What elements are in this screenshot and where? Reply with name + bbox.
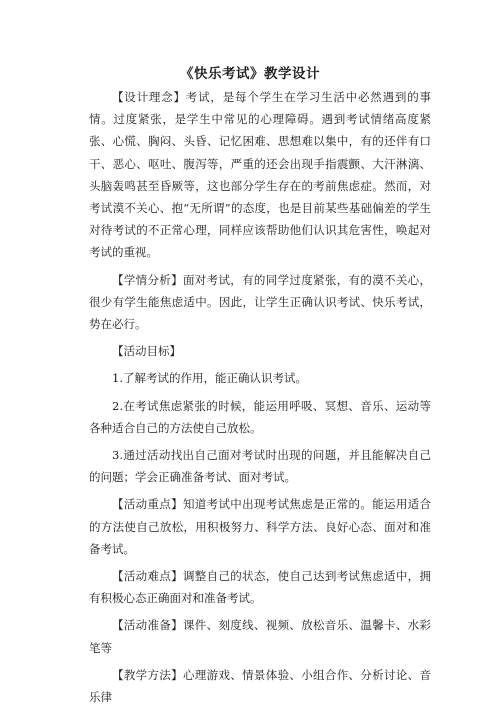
paragraph-key-points: 【活动重点】知道考试中出现考试焦虑是正常的。能运用适合的方法使自己放松，用积极努力、科学方法、良好心态、面对和准备考试。: [89, 497, 431, 556]
document-body: [89, 86, 431, 713]
paragraph-difficult-points: 【活动难点】调整自己的状态，使自己达到考试焦虑适中，拥有积极心态正确面对和准备考试。: [89, 569, 431, 606]
paragraph-design-concept: 【设计理念】考试，是每个学生在学习生活中必然遇到的事情。过度紧张，是学生中常见的心理障碍。遇到考试情绪高度紧张、心慌、胸闷、头昏、记忆困难、思想难以集中，有的还伴有口干、恶心、呕吐、腹泻等，严重的还会出现手指震颤、大汗淋漓、头脑轰鸣甚至昏厥等，这也部分学生存在的考前焦虑症。然而，对考试漠不关心、抱“无所谓”的态度，也是目前某些基础偏差的学生对待考试的不正常心理，同样应该帮助他们认识其危害性，唤起对考试的重视。: [89, 90, 431, 260]
paragraph-goal-1: 1.了解考试的作用，能正确认识考试。: [112, 371, 307, 386]
heading-activity-goals: 【活动目标】: [112, 344, 181, 359]
paragraph-goal-2: 2.在考试焦虑紧张的时候，能运用呼吸、冥想、音乐、运动等各种适合自己的方法使自己放松。: [89, 398, 431, 435]
document-title: 《快乐考试》教学设计: [180, 66, 320, 82]
paragraph-teaching-methods: 【教学方法】心理游戏、情景体验、小组合作、分析讨论、音乐律: [89, 667, 431, 705]
paragraph-learner-analysis: 【学情分析】面对考试，有的同学过度紧张，有的漠不关心，很少有学生能焦虑适中。因此，让学生正确认识考试、快乐考试，势在必行。: [89, 272, 431, 332]
paragraph-preparation: 【活动准备】课件、刻度线、视频、放松音乐、温馨卡、水彩笔等: [89, 618, 431, 655]
paragraph-goal-3: 3.通过活动找出自己面对考试时出现的问题，并且能解决自己的问题；学会正确准备考试、面对考试。: [89, 448, 431, 485]
